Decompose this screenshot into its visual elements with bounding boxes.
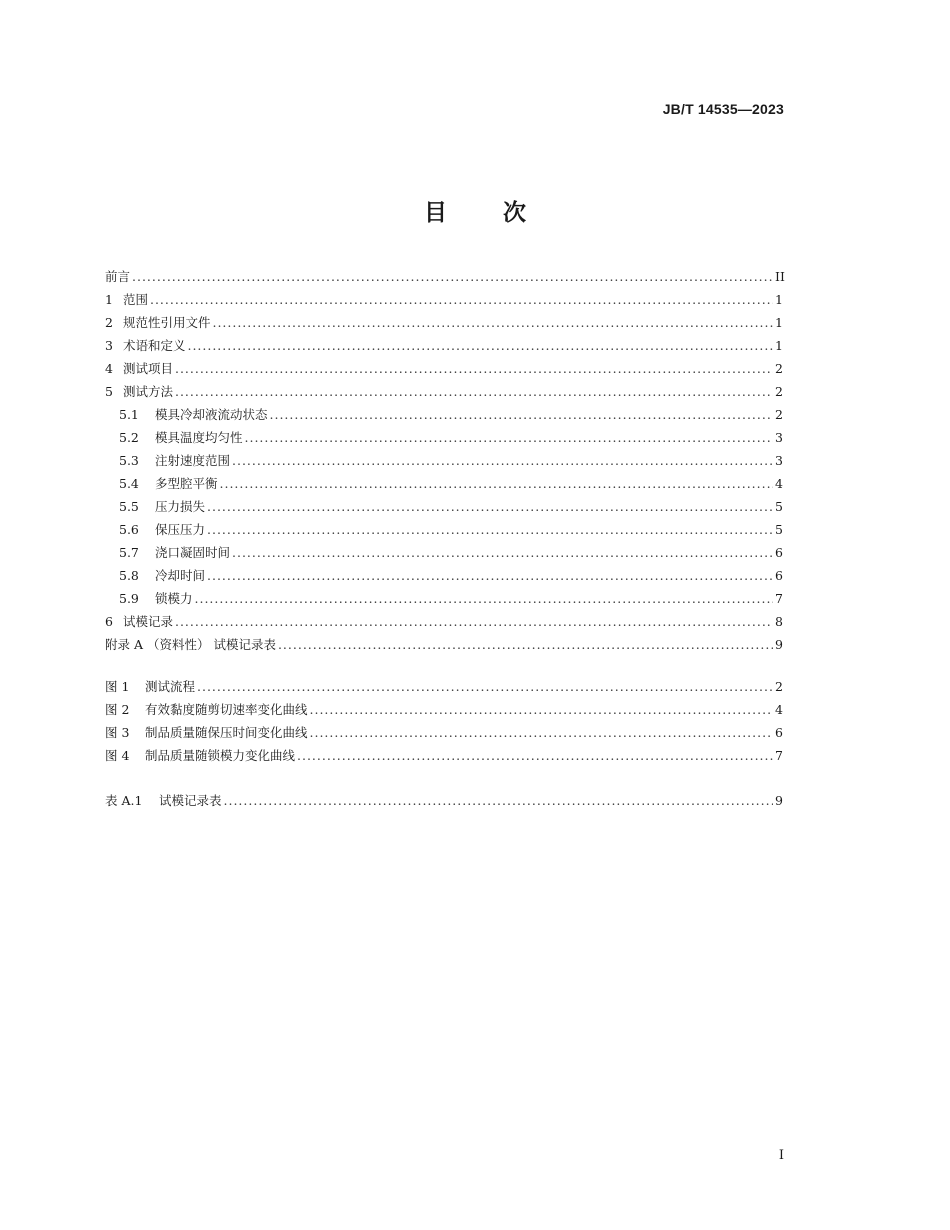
toc-entry-number: 5.5 (119, 499, 139, 514)
figure-entry[interactable] (105, 744, 783, 767)
toc-entry-page: 8 (775, 614, 783, 629)
toc-entry-page: II (775, 269, 785, 284)
leader-dots (232, 449, 773, 472)
leader-dots (187, 334, 773, 357)
toc-entry-label: 规范性引用文件 (122, 315, 211, 330)
figure-page: 2 (775, 679, 783, 694)
toc-entry[interactable] (105, 380, 783, 403)
figure-entry[interactable] (105, 698, 783, 721)
table-page: 9 (775, 793, 783, 808)
toc-entry-label: 注射速度范围 (155, 453, 231, 468)
leader-dots (150, 288, 773, 311)
leader-dots (207, 495, 773, 518)
toc-entry-page: 2 (775, 407, 783, 422)
toc-entry-label: 测试方法 (122, 384, 173, 399)
leader-dots (212, 311, 773, 334)
toc-subentry[interactable] (105, 495, 783, 518)
leader-dots (175, 380, 773, 403)
toc-entry-label: 测试项目 (122, 361, 173, 376)
leader-dots (175, 610, 773, 633)
leader-dots (197, 675, 773, 698)
leader-dots (175, 357, 773, 380)
figure-list (105, 675, 783, 767)
toc-entry-page: 7 (775, 591, 783, 606)
toc-entry-label: 浇口凝固时间 (155, 545, 231, 560)
leader-dots (207, 564, 773, 587)
leader-dots (310, 721, 773, 744)
toc-entry-label: 模具温度均匀性 (155, 430, 243, 445)
figure-number: 图 3 (105, 725, 130, 740)
toc-entry[interactable] (105, 610, 783, 633)
toc-entry-label: 保压压力 (155, 522, 206, 537)
toc-subentry[interactable] (105, 541, 783, 564)
figure-page: 7 (775, 748, 783, 763)
toc-entry-number: 5.2 (119, 430, 139, 445)
toc-entry-label: 多型腔平衡 (155, 476, 218, 491)
toc-entry-page: 1 (775, 315, 783, 330)
leader-dots (232, 541, 773, 564)
standard-code: JB/T 14535—2023 (662, 101, 784, 117)
toc-entry-label: 附录 A （资料性） 试模记录表 (105, 637, 276, 652)
figure-label: 制品质量随保压时间变化曲线 (145, 725, 308, 740)
toc-entry[interactable] (105, 311, 783, 334)
leader-dots (195, 587, 773, 610)
title-char-1: 目 (424, 200, 447, 226)
toc-entry-page: 3 (775, 453, 783, 468)
toc-subentry[interactable] (105, 403, 783, 426)
table-entry[interactable] (105, 789, 783, 812)
toc-entry-number: 5.8 (119, 568, 139, 583)
toc-entry-page: 2 (775, 361, 783, 376)
leader-dots (207, 518, 773, 541)
toc-entry-page: 2 (775, 384, 783, 399)
page-title (0, 194, 950, 227)
toc-entry-label: 模具冷却液流动状态 (155, 407, 268, 422)
toc-entry[interactable] (105, 265, 783, 288)
toc-list (105, 265, 783, 656)
toc-entry-page: 1 (775, 338, 783, 353)
toc-subentry[interactable] (105, 449, 783, 472)
toc-entry-number: 5.6 (119, 522, 139, 537)
toc-entry[interactable] (105, 334, 783, 357)
figure-label: 有效黏度随剪切速率变化曲线 (145, 702, 308, 717)
leader-dots (278, 633, 773, 656)
toc-entry[interactable] (105, 633, 783, 656)
toc-entry-label: 冷却时间 (155, 568, 206, 583)
leader-dots (132, 265, 773, 288)
toc-subentry[interactable] (105, 426, 783, 449)
table-number: 表 A.1 (105, 793, 143, 808)
toc-subentry[interactable] (105, 518, 783, 541)
toc-entry-number: 5.1 (119, 407, 139, 422)
leader-dots (297, 744, 773, 767)
toc-entry[interactable] (105, 288, 783, 311)
toc-subentry[interactable] (105, 472, 783, 495)
toc-subentry[interactable] (105, 564, 783, 587)
toc-entry-label: 术语和定义 (122, 338, 186, 353)
toc-entry-label: 试模记录 (122, 614, 173, 629)
toc-entry-number: 5.3 (119, 453, 139, 468)
figure-page: 4 (775, 702, 783, 717)
toc-entry-label: 前言 (105, 269, 131, 284)
toc-entry-number: 6 (105, 614, 113, 629)
toc-entry-page: 6 (775, 568, 783, 583)
figure-entry[interactable] (105, 721, 783, 744)
toc-entry-number: 2 (105, 315, 113, 330)
page-number: I (778, 1148, 784, 1163)
toc-entry-number: 5.4 (119, 476, 139, 491)
toc-entry-number: 5 (105, 384, 113, 399)
toc-entry-page: 3 (775, 430, 783, 445)
toc-entry-label: 范围 (122, 292, 148, 307)
toc-entry[interactable] (105, 357, 783, 380)
toc-entry-number: 1 (105, 292, 113, 307)
figure-label: 制品质量随锁模力变化曲线 (145, 748, 296, 763)
toc-entry-number: 4 (105, 361, 113, 376)
leader-dots (270, 403, 773, 426)
toc-entry-number: 5.9 (119, 591, 139, 606)
figure-number: 图 4 (105, 748, 130, 763)
toc-entry-page: 9 (775, 637, 783, 652)
leader-dots (224, 789, 773, 812)
toc-entry-number: 5.7 (119, 545, 139, 560)
leader-dots (245, 426, 773, 449)
figure-label: 测试流程 (145, 679, 196, 694)
figure-page: 6 (775, 725, 783, 740)
leader-dots (220, 472, 773, 495)
toc-entry-number: 3 (105, 338, 113, 353)
toc-entry-page: 1 (775, 292, 783, 307)
toc-entry-page: 5 (775, 522, 783, 537)
toc-entry-page: 4 (775, 476, 783, 491)
table-label: 试模记录表 (159, 793, 222, 808)
figure-number: 图 1 (105, 679, 130, 694)
figure-entry[interactable] (105, 675, 783, 698)
toc-entry-label: 锁模力 (155, 591, 193, 606)
toc-entry-page: 5 (775, 499, 783, 514)
title-char-2: 次 (503, 200, 526, 226)
toc-entry-label: 压力损失 (155, 499, 206, 514)
figure-number: 图 2 (105, 702, 130, 717)
table-list (105, 789, 783, 812)
leader-dots (310, 698, 773, 721)
toc-subentry[interactable] (105, 587, 783, 610)
toc-entry-page: 6 (775, 545, 783, 560)
